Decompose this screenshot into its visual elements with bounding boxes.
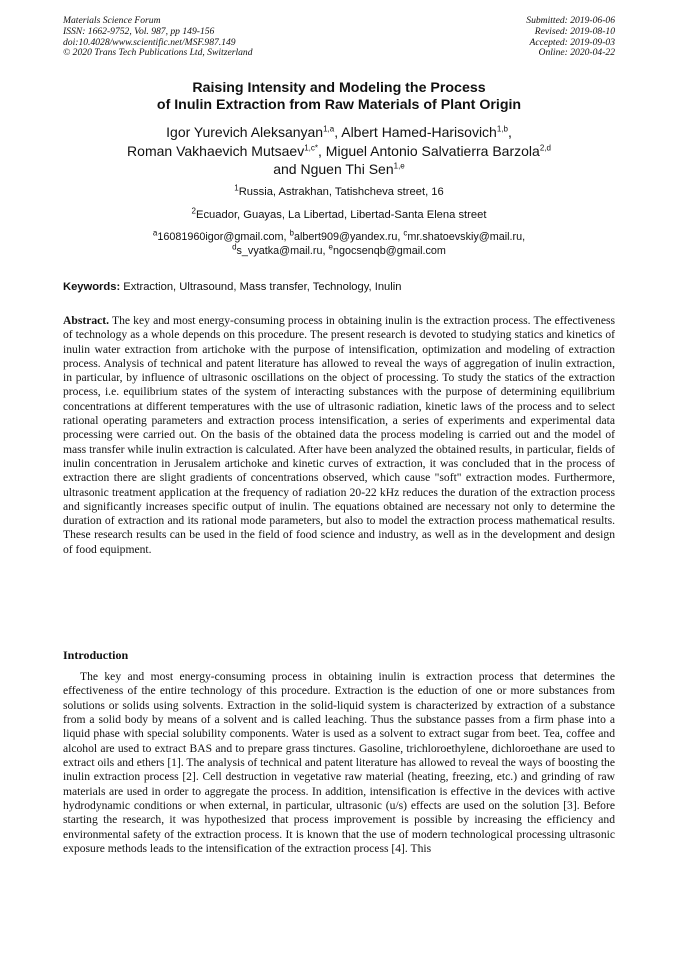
email-line-2 <box>40 244 638 258</box>
email-address: 16081960igor@gmail.com, <box>157 231 290 243</box>
author-list <box>40 123 638 179</box>
author-emails <box>40 230 638 258</box>
email-address: s_vyatka@mail.ru, <box>236 245 329 257</box>
author-line-1 <box>40 123 638 142</box>
keywords <box>63 280 615 294</box>
author-separator: , <box>507 124 512 140</box>
author-separator: , <box>318 142 326 159</box>
publication-info <box>63 16 253 59</box>
author-superscript: 1,c* <box>304 142 319 152</box>
email-superscript: a <box>152 228 158 238</box>
accepted-date: Accepted: 2019-09-03 <box>529 36 615 48</box>
keywords-text: Extraction, Ultrasound, Mass transfer, Technology, Inulin <box>120 281 402 293</box>
title-line-1: Raising Intensity and Modeling the Process <box>192 80 486 96</box>
author-superscript: 1,a <box>323 124 335 134</box>
email-address: mr.shatoevskiy@mail.ru, <box>407 231 526 243</box>
author-superscript: 2,d <box>539 142 551 152</box>
author-conjunction: and <box>273 161 301 177</box>
author-name: Roman Vakhaevich Mutsaev <box>127 142 305 159</box>
submitted-date: Submitted: 2019-06-06 <box>526 15 615 26</box>
email-superscript: b <box>289 228 294 238</box>
author-name: Miguel Antonio Salvatierra Barzola <box>325 142 540 159</box>
online-date: Online: 2020-04-22 <box>538 47 615 59</box>
revised-date: Revised: 2019-08-10 <box>534 25 615 37</box>
keywords-label: Keywords: <box>63 281 121 293</box>
paper-title <box>40 80 638 114</box>
copyright-line: © 2020 Trans Tech Publications Ltd, Switzerland <box>63 47 253 59</box>
issn-line: ISSN: 1662-9752, Vol. 987, pp 149-156 <box>63 25 215 37</box>
email-superscript: c <box>403 228 408 238</box>
author-name: Nguen Thi Sen <box>300 161 394 177</box>
affiliation-text: Ecuador, Guayas, La Libertad, Libertad-Santa Elena street <box>196 209 487 221</box>
doi-line: doi:10.4028/www.scientific.net/MSF.987.149 <box>63 36 236 48</box>
email-address: ngocsenqb@gmail.com <box>332 245 446 257</box>
affiliation-1 <box>40 185 638 199</box>
introduction-paragraph: The key and most energy-consuming process in obtaining inulin is extraction process that determines the effectiveness of the entire technology of this procedure. Extraction is the eduction of one or more substances from solutions or solids using solvents. Extraction in the solid-liquid system is characterized by extraction of a substance from a solid body by means of a solvent and is called leaching. Thus the substance passes from a firm phase into a liquid phase with special solubility components. Water is used as a solvent to extract sugar from beet. Tea, coffee and alcohol are used to extract BAS and to prepare grass tinctures. Gasoline, trichloroethylene, dichloroethane are used to extract oils and ethers [1]. The analysis of technical and patent literature has allowed to reveal the ways of boosting the inulin extraction process [2]. Cell destruction in vegetative raw material (heating, freezing, etc.) and grinding of raw materials are used in order to aggregate the process. In addition, intensification is effective in the devices with active hydrodynamic conditions or when external, in particular, ultrasonic (u/s) effects are used on the solution [3]. Before starting the research, it was hypothesized that process improvement is possible by increasing the efficiency and environmental safety of the extraction process. It is known that the use of modern technological processing ultrasonic exposure methods leads to the intensification of the extraction process [4]. This <box>63 670 615 856</box>
author-name: Albert Hamed-Harisovich <box>341 124 497 140</box>
author-line-2 <box>40 142 638 161</box>
title-line-2: of Inulin Extraction from Raw Materials of Plant Origin <box>156 97 522 113</box>
email-superscript: d <box>232 242 237 252</box>
author-name: Igor Yurevich Aleksanyan <box>166 124 324 140</box>
affiliation-text: Russia, Astrakhan, Tatishcheva street, 16 <box>238 186 444 198</box>
abstract <box>63 314 615 557</box>
abstract-label: Abstract. <box>63 314 110 327</box>
email-superscript: e <box>328 242 333 252</box>
author-superscript: 1,e <box>393 161 405 171</box>
affiliation-superscript: 1 <box>234 183 239 193</box>
email-line-1 <box>40 230 638 244</box>
publication-dates <box>526 16 615 59</box>
abstract-text: The key and most energy-consuming process in obtaining inulin is the extraction process. The effectiveness of technology as a whole depends on this procedure. The present research is devoted to studying statics and kinetics of inulin water extraction from artichoke with the purpose of intensification, optimization and modeling of extraction process. Analysis of technical and patent literature has allowed to reveal the ways of aggregation of inulin extraction, in particular, by influence of ultrasonic oscillations on the object of processing. To study the statics of the extraction process, i.e. equilibrium states of the system of interacting substances with the purpose of determining equilibrium concentrations at different temperatures with the use of ultrasonic radiation, kinetic laws of the process and to select rational operating parameters and extraction process intensification, a series of experiments and experimental data processing were carried out. On the basis of the obtained data the process modeling is carried out and the model of mass transfer while inulin extraction is calculated. After have been analyzed the obtained results, in particular, fields of inulin concentration in Jerusalem artichoke and kinetic curves of extraction, it was concluded that in the process of extraction there are slight gradients of concentrations observed, which cause "soft" extraction modes. Furthermore, ultrasonic treatment application at the frequency of radiation 20-22 kHz reduces the duration of the extraction process and significantly increases specific output of inulin. The equations obtained are necessary not only to determine the duration of extraction and its rational mode parameters, but also to model the extraction process mathematical results. These research results can be used in the field of food science and industry, as well as in the development and design of food equipment. <box>63 314 615 556</box>
section-heading-introduction: Introduction <box>63 648 129 662</box>
author-superscript: 1,b <box>496 124 508 134</box>
author-line-3 <box>40 160 638 179</box>
journal-name: Materials Science Forum <box>63 15 161 26</box>
affiliation-superscript: 2 <box>191 206 196 216</box>
email-address: albert909@yandex.ru, <box>293 231 404 243</box>
affiliation-2 <box>40 208 638 222</box>
author-separator: , <box>334 124 342 140</box>
